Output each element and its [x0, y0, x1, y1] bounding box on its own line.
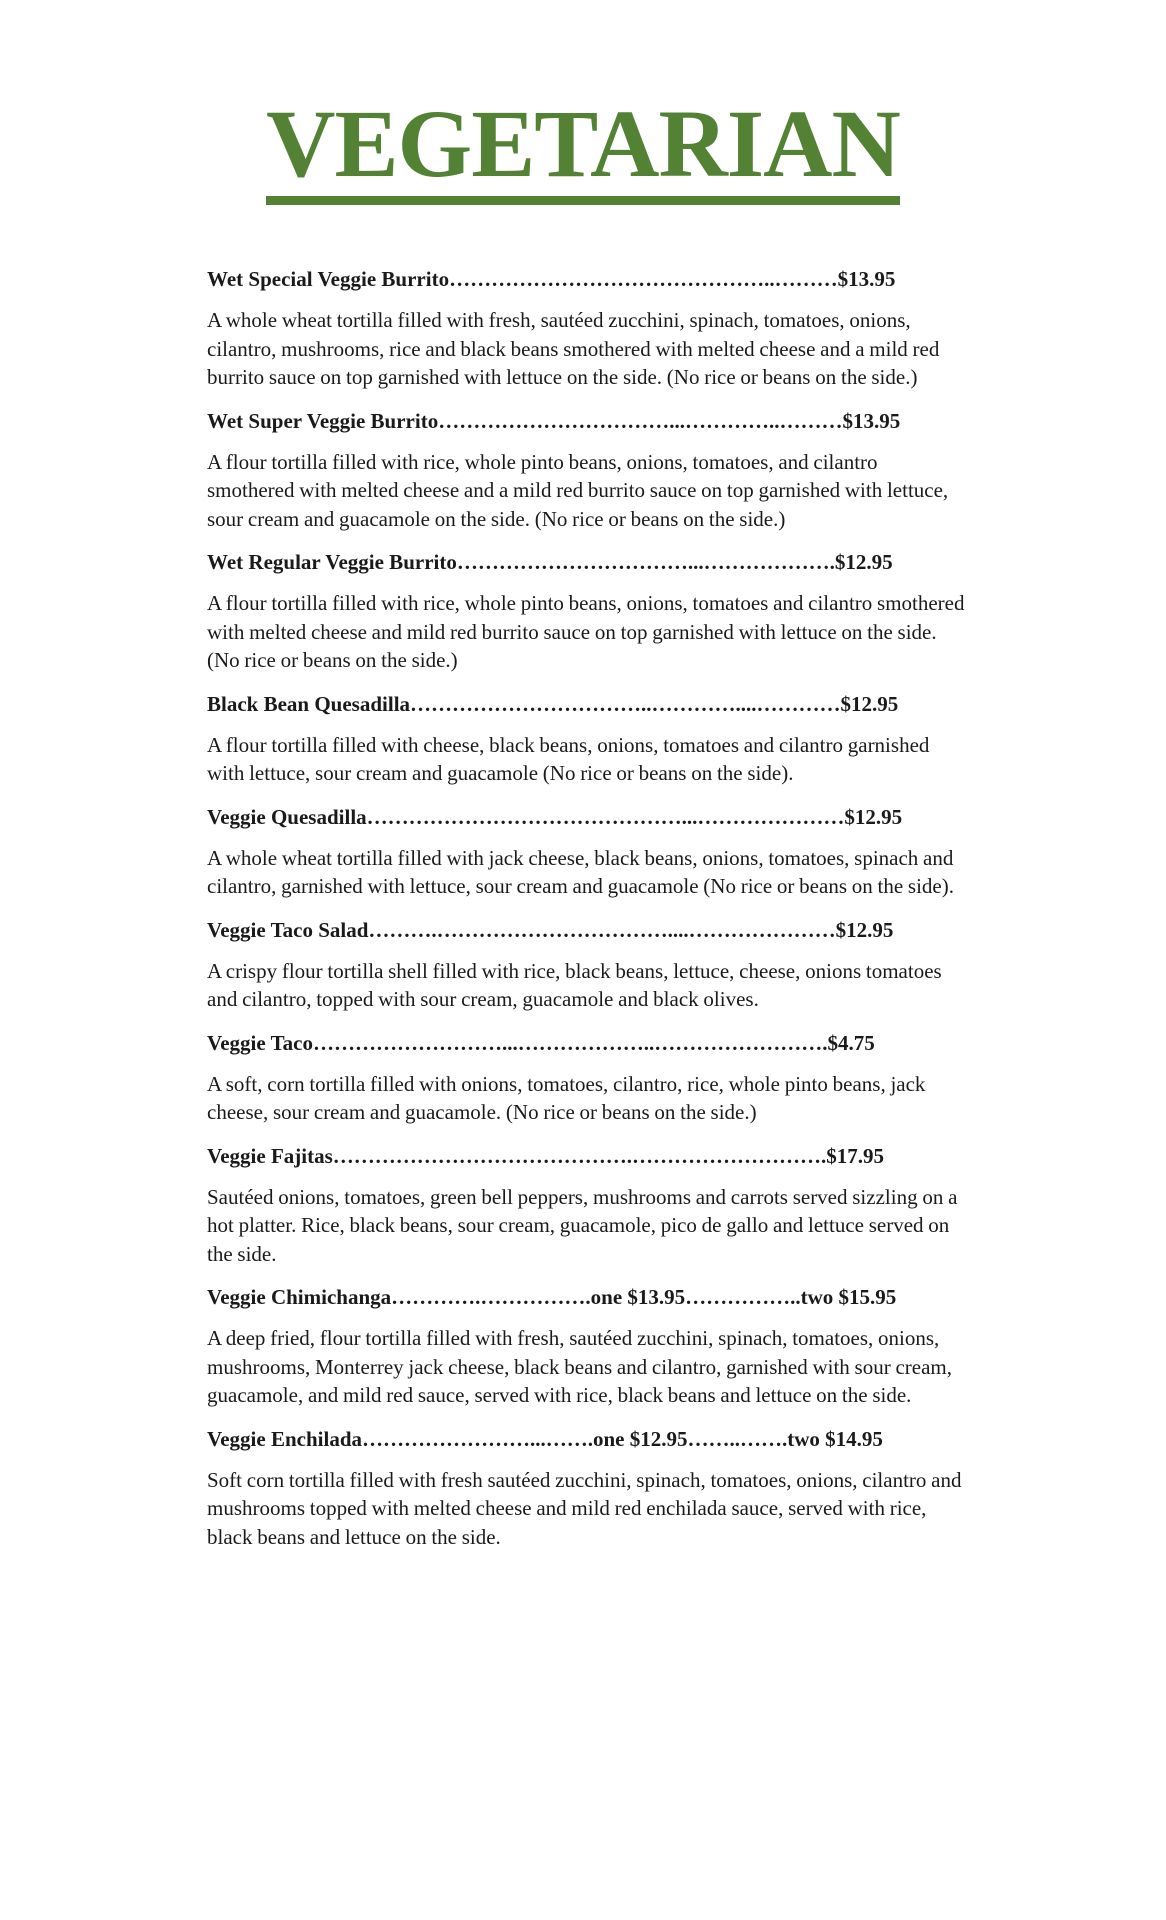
menu-item-heading: Veggie Taco………………………...………………..…………………….$4.75	[207, 1030, 875, 1055]
menu-item-heading: Veggie Fajitas…………………………………….……………………….$17.95	[207, 1143, 885, 1168]
menu-item-description: A soft, corn tortilla filled with onions, tomatoes, cilantro, rice, whole pinto beans, jack cheese, sour cream and guacamole. (No rice or beans on the side.)	[207, 1071, 926, 1124]
menu-item-heading: Veggie Taco Salad……….……………………………....…………………$12.95	[207, 917, 894, 942]
menu-item-description: Sautéed onions, tomatoes, green bell peppers, mushrooms and carrots served sizzling on a hot platter. Rice, black beans, sour cream, guacamole, pico de gallo and lettuce served on the side.	[207, 1184, 958, 1266]
menu-item	[207, 802, 965, 901]
menu-item	[207, 406, 965, 534]
menu-item	[207, 1282, 965, 1410]
menu-item-heading: Wet Super Veggie Burrito……………………………...…………..………$13.95	[207, 408, 901, 433]
menu-item-heading: Black Bean Quesadilla……………………………..…………....…………$12.95	[207, 691, 899, 716]
menu-item-heading: Wet Regular Veggie Burrito……………………………...……………….$12.95	[207, 550, 893, 574]
menu-item-description: A flour tortilla filled with cheese, black beans, onions, tomatoes and cilantro garnished with lettuce, sour cream and guacamole (No rice or beans on the side).	[207, 732, 930, 785]
menu-item-description: Soft corn tortilla filled with fresh sautéed zucchini, spinach, tomatoes, onions, cilantro and mushrooms topped with melted cheese and mild red enchilada sauce, served with rice, black beans and lettuce on the side.	[207, 1467, 962, 1549]
menu-item	[207, 1028, 965, 1127]
menu-item	[207, 689, 965, 788]
menu-item-description: A whole wheat tortilla filled with fresh, sautéed zucchini, spinach, tomatoes, onions, cilantro, mushrooms, rice and black beans smothered with melted cheese and a mild red burrito sauce on top garnished with lettuce on the side. (No rice or beans on the side.)	[207, 308, 940, 389]
menu-item-heading: Veggie Quesadilla………………………………………...…………………$12.95	[207, 804, 903, 829]
page-title-text: VEGETARIAN	[266, 96, 900, 205]
menu-item-description: A crispy flour tortilla shell filled with rice, black beans, lettuce, cheese, onions tomatoes and cilantro, topped with sour cream, guacamole and black olives.	[207, 958, 942, 1011]
menu-item-description: A whole wheat tortilla filled with jack cheese, black beans, onions, tomatoes, spinach and cilantro, garnished with lettuce, sour cream and guacamole (No rice or beans on the side).	[207, 845, 954, 898]
menu-item	[207, 264, 965, 392]
menu-list	[207, 264, 965, 1565]
menu-item-description: A flour tortilla filled with rice, whole pinto beans, onions, tomatoes and cilantro smothered with melted cheese and mild red burrito sauce on top garnished with lettuce on the side. (No rice or beans on the side.)	[207, 591, 965, 672]
menu-item	[207, 915, 965, 1014]
menu-item	[207, 547, 965, 675]
menu-item-heading: Wet Special Veggie Burrito………………………………………..………$13.95	[207, 267, 896, 291]
menu-item	[207, 1424, 965, 1552]
page-title	[0, 90, 1166, 205]
menu-item-description: A flour tortilla filled with rice, whole pinto beans, onions, tomatoes, and cilantro smothered with melted cheese and a mild red burrito sauce on top garnished with lettuce, sour cream and guacamole on the side. (No rice or beans on the side.)	[207, 449, 949, 531]
menu-item	[207, 1141, 965, 1269]
menu-item-heading: Veggie Chimichanga………….…………….one $13.95……………..two $15.95	[207, 1285, 897, 1309]
menu-item-heading: Veggie Enchilada……………………...…….one $12.95……..…….two $14.95	[207, 1426, 883, 1451]
menu-item-description: A deep fried, flour tortilla filled with fresh, sautéed zucchini, spinach, tomatoes, onions, mushrooms, Monterrey jack cheese, black beans and cilantro, garnished with sour cream, guacamole, and mild red sauce, served with rice, black beans and lettuce on the side.	[207, 1326, 953, 1407]
